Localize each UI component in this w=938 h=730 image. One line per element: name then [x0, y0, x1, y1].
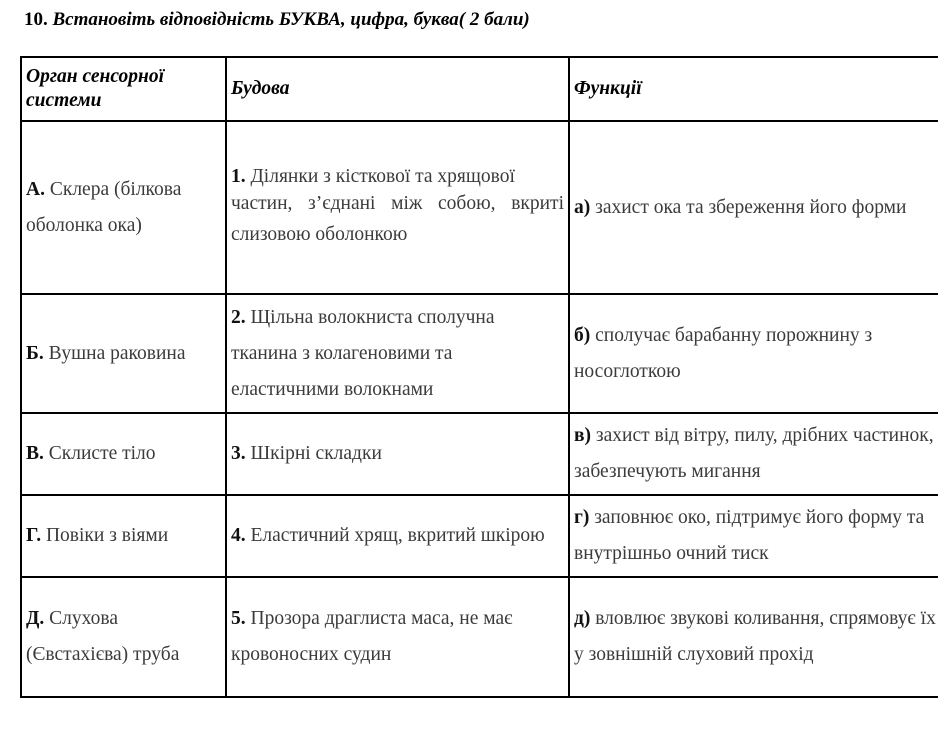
function-letter: б) — [574, 324, 591, 346]
structure-text: Шкірні складки — [250, 443, 382, 464]
table-row — [21, 413, 938, 495]
table-row — [21, 121, 938, 294]
structure-line-3: слизовою оболонкою — [231, 223, 408, 245]
header-functions: Функції — [569, 57, 938, 121]
organ-cell — [21, 294, 226, 413]
structure-number: 2. — [231, 306, 246, 328]
function-letter: а) — [574, 196, 591, 218]
organ-letter: Б. — [26, 342, 44, 364]
structure-cell — [226, 495, 569, 577]
task-number: 10. — [24, 9, 48, 30]
function-cell — [569, 121, 938, 294]
organ-cell — [21, 121, 226, 294]
organ-cell — [21, 495, 226, 577]
organ-text: Повіки з віями — [45, 525, 169, 546]
function-text: сполучає барабанну порожнину з носоглоткою — [574, 324, 873, 382]
table-row — [21, 577, 938, 697]
structure-line-1 — [231, 163, 564, 190]
function-letter: в) — [574, 425, 592, 446]
function-cell — [569, 577, 938, 697]
function-letter: д) — [574, 608, 591, 629]
matching-table — [20, 56, 938, 698]
organ-text: Склисте тіло — [48, 443, 156, 464]
structure-number: 4. — [231, 525, 246, 546]
function-cell — [569, 495, 938, 577]
structure-text: Еластичний хрящ, вкритий шкірою — [250, 525, 545, 546]
organ-text: Склера (білкова оболонка ока) — [26, 178, 182, 236]
table-header-row — [21, 57, 938, 121]
structure-number: 1. — [231, 165, 246, 187]
structure-cell — [226, 413, 569, 495]
organ-cell — [21, 577, 226, 697]
function-letter: г) — [574, 507, 590, 528]
function-text: заповнює око, підтримує його форму та внутрішньо очний тиск — [574, 507, 925, 564]
organ-text: Слухова (Євстахієва) труба — [26, 608, 180, 665]
structure-number: 5. — [231, 608, 246, 629]
header-organ: Орган сенсорної системи — [21, 57, 226, 121]
function-text: захист від вітру, пилу, дрібних частинок, забезпечують мигання — [574, 425, 934, 482]
structure-cell — [226, 294, 569, 413]
structure-line-2: частин, з’єднані між собою, вкриті — [231, 192, 564, 214]
task-text: Встановіть відповідність БУКВА, цифра, буква( 2 бали) — [52, 9, 530, 30]
organ-letter: А. — [26, 178, 45, 200]
task-title — [24, 9, 530, 31]
organ-letter: Д. — [26, 608, 45, 629]
organ-cell — [21, 413, 226, 495]
function-text: захист ока та збереження його форми — [595, 196, 907, 218]
structure-cell — [226, 577, 569, 697]
function-cell — [569, 413, 938, 495]
organ-text: Вушна раковина — [48, 342, 186, 364]
organ-letter: В. — [26, 443, 44, 464]
header-structure: Будова — [226, 57, 569, 121]
structure-text: Щільна волокниста сполучна тканина з колагеновими та еластичними волокнами — [231, 306, 495, 400]
function-cell — [569, 294, 938, 413]
table-row — [21, 495, 938, 577]
table-row — [21, 294, 938, 413]
structure-number: 3. — [231, 443, 246, 464]
function-text: вловлює звукові коливання, спрямовує їх у зовнішній слуховий прохід — [574, 608, 936, 665]
structure-text: Прозора драглиста маса, не має кровоносних судин — [231, 608, 513, 665]
structure-cell — [226, 121, 569, 294]
organ-letter: Г. — [26, 525, 42, 546]
structure-text: Ділянки з кісткової та хрящової — [250, 165, 515, 187]
